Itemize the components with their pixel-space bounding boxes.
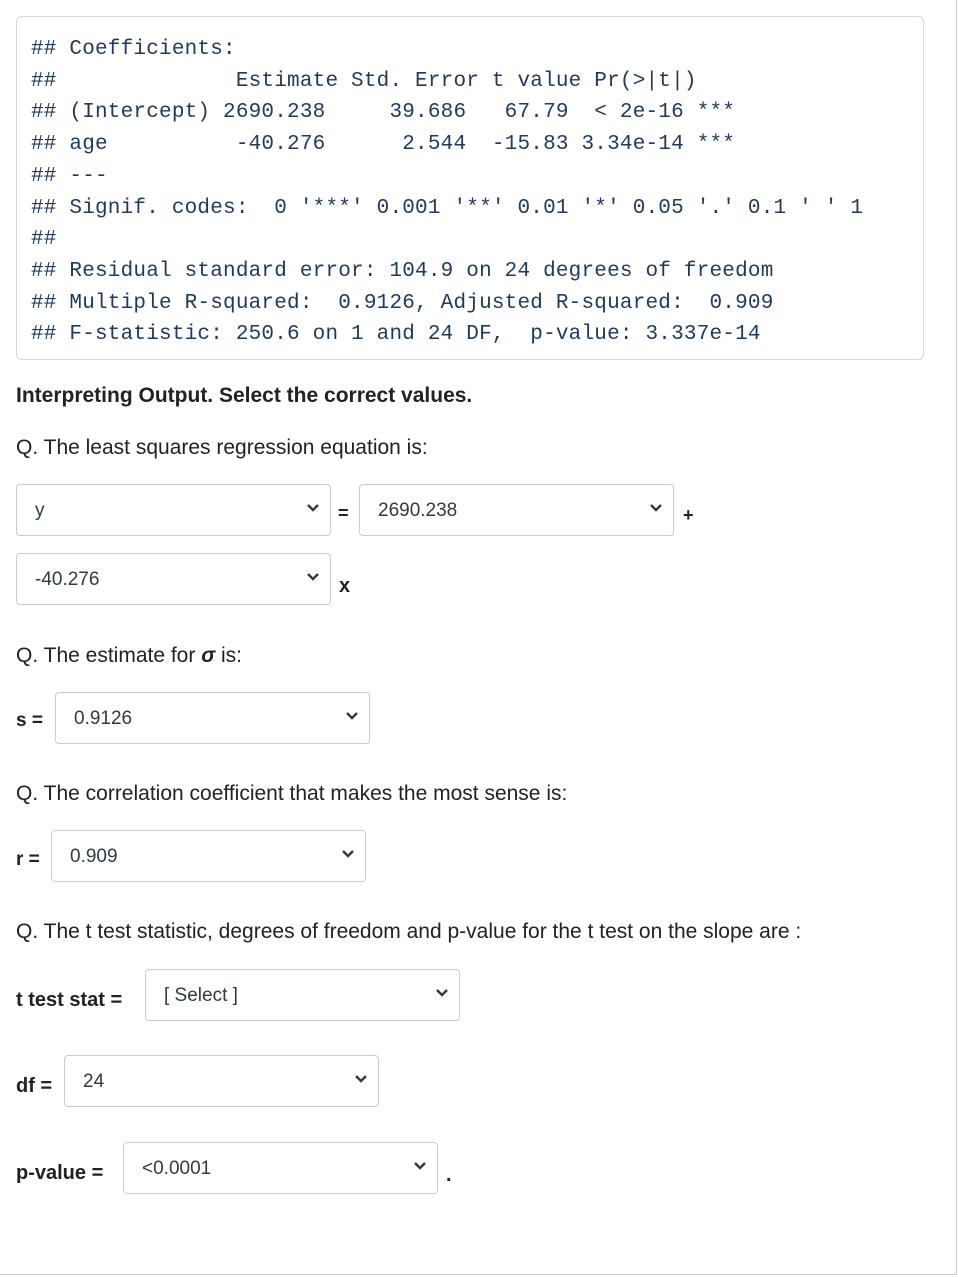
df-label: df =: [16, 1075, 53, 1097]
chevron-down-icon: [354, 1072, 368, 1086]
response-select-y[interactable]: [16, 484, 331, 536]
chevron-down-icon: [413, 1159, 427, 1173]
period: .: [446, 1164, 452, 1186]
code-line: ## F-statistic: 250.6 on 1 and 24 DF, p-value: 3.337e-14: [31, 323, 761, 347]
response-select-r[interactable]: [51, 830, 366, 882]
response-select-slope[interactable]: [16, 553, 331, 605]
chevron-down-icon: [649, 501, 663, 515]
code-line: ## Estimate Std. Error t value Pr(>|t|): [31, 69, 697, 93]
sigma-symbol: σ: [201, 644, 216, 667]
selected-value: <0.0001: [142, 1158, 212, 1179]
selected-value: y: [35, 500, 45, 521]
r-output-block: [16, 16, 924, 360]
question-1: Q. The least squares regression equation is:: [16, 436, 428, 459]
selected-value: 0.909: [70, 846, 118, 867]
selected-value: 24: [83, 1071, 105, 1092]
selected-value: [ Select ]: [164, 985, 238, 1006]
question-text: is:: [215, 644, 242, 667]
chevron-down-icon: [306, 501, 320, 515]
equals-sign: =: [338, 503, 349, 523]
question-3: Q. The correlation coefficient that makes the most sense is:: [16, 782, 568, 805]
chevron-down-icon: [306, 570, 320, 584]
section-heading: Interpreting Output. Select the correct values.: [16, 384, 473, 407]
response-select-t-stat[interactable]: [145, 969, 460, 1021]
code-line: ## Signif. codes: 0 '***' 0.001 '**' 0.01 '*' 0.05 '.' 0.1 ' ' 1: [31, 196, 864, 220]
code-line: ## (Intercept) 2690.238 39.686 67.79 < 2e-16 ***: [31, 101, 736, 125]
x-variable: x: [339, 575, 351, 597]
code-line: ## age -40.276 2.544 -15.83 3.34e-14 ***: [31, 133, 736, 157]
response-select-s[interactable]: [55, 692, 370, 744]
selected-value: 0.9126: [74, 708, 133, 729]
p-value-label: p-value =: [16, 1162, 104, 1184]
response-select-p-value[interactable]: [123, 1142, 438, 1194]
s-label: s =: [16, 710, 43, 731]
question-text: Q. The estimate for: [16, 644, 202, 667]
question-2: [16, 644, 242, 668]
code-line: ## ---: [31, 164, 108, 188]
code-line: ## Multiple R-squared: 0.9126, Adjusted R-squared: 0.909: [31, 291, 774, 315]
code-line: ##: [31, 228, 57, 252]
selected-value: 2690.238: [378, 500, 458, 521]
code-line: ## Residual standard error: 104.9 on 24 degrees of freedom: [31, 259, 774, 283]
response-select-intercept[interactable]: [359, 484, 674, 536]
t-stat-label: t test stat =: [16, 989, 123, 1011]
chevron-down-icon: [435, 986, 449, 1000]
plus-sign: +: [683, 505, 694, 525]
response-select-df[interactable]: [64, 1055, 379, 1107]
r-output-text: [31, 34, 863, 351]
r-label: r =: [16, 849, 40, 870]
chevron-down-icon: [341, 847, 355, 861]
question-4: Q. The t test statistic, degrees of freedom and p-value for the t test on the slope are :: [16, 920, 802, 943]
code-line: ## Coefficients:: [31, 38, 236, 61]
chevron-down-icon: [345, 709, 359, 723]
selected-value: -40.276: [35, 569, 100, 590]
